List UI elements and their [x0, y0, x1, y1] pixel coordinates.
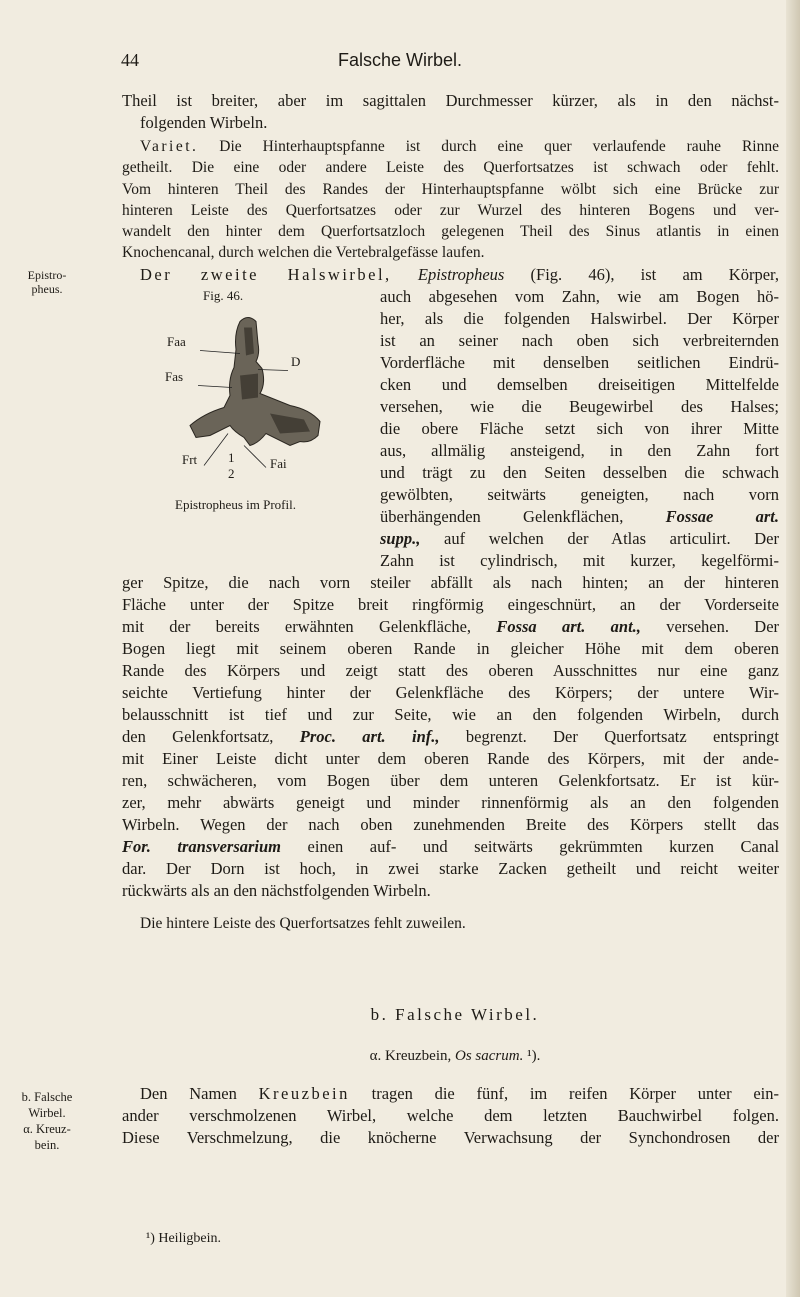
- footnote: ¹) Heiligbein.: [146, 1231, 221, 1246]
- text-line: Diese Verschmelzung, die knöcherne Verwachsung der Synchondrosen der: [122, 1128, 779, 1147]
- text-line: Fläche unter der Spitze breit ringförmig eingeschnürt, an der Vorderseite: [122, 595, 779, 614]
- text-line: auch abgesehen vom Zahn, wie am Bogen hö-: [380, 287, 779, 306]
- figure-title: Fig. 46.: [203, 288, 244, 303]
- text-line: ger Spitze, die nach vorn steiler abfällt als nach hinten; an der hinteren: [122, 573, 779, 592]
- running-title: Falsche Wirbel.: [337, 50, 463, 70]
- text-line: Theil ist breiter, aber im sagittalen Durchmesser kürzer, als in den nächst-: [122, 91, 779, 110]
- term-epistropheus: Epistropheus: [417, 265, 505, 284]
- text-line: Vorderfläche mit denselben seitlichen Eindrü-: [380, 353, 779, 372]
- term-fossa-art-ant: Fossa art. ant.,: [496, 617, 641, 636]
- figure-label-faa: Faa: [167, 334, 186, 349]
- text-line: Wirbeln. Wegen der nach oben zunehmenden Breite des Körpers stellt das: [122, 815, 779, 834]
- term-kreuzbein: Kreuzbein: [258, 1084, 350, 1103]
- text-line: folgenden Wirbeln.: [140, 113, 268, 132]
- text-line: rückwärts als an den nächstfolgenden Wirbeln.: [122, 881, 431, 900]
- text-line: zer, mehr abwärts geneigt und minder rinnenförmig als an den folgenden: [122, 793, 779, 812]
- text-line: Rande des Körpers und zeigt statt des oberen Ausschnittes nur eine ganz: [122, 661, 779, 680]
- variation-note: Die hintere Leiste des Querfortsatzes fehlt zuweilen.: [140, 915, 466, 932]
- figure-label-d: D: [291, 354, 301, 369]
- text-line: die obere Fläche setzt sich von ihrer Mitte: [380, 419, 779, 438]
- text-line: ist an seiner nach oben sich verbreiternden: [380, 331, 779, 350]
- text-line: ren, schwächeren, vom Bogen über dem unteren Gelenkfortsatz. Er ist kür-: [122, 771, 779, 790]
- text-line: getheilt. Die eine oder andere Leiste des Querfortsatzes ist schwach oder fehlt.: [122, 159, 779, 177]
- figure-caption: Epistropheus im Profil.: [175, 497, 296, 512]
- figure-label-fai: Fai: [270, 456, 287, 471]
- section-subtitle: α. Kreuzbein, Os sacrum. ¹).: [369, 1048, 541, 1064]
- epistropheus-wrapped: [380, 286, 779, 572]
- epistropheus-first-line: Der zweite Halswirbel, Epistropheus (Fig. 46), ist am Körper,: [140, 265, 779, 284]
- text-line: cken und demselben dreiseitigen Mittelfelde: [380, 375, 779, 394]
- text-line: mit der bereits erwähnten Gelenkfläche, Fossa art. ant., versehen. Der: [122, 617, 780, 636]
- margin-note-epistropheus: Epistro- pheus.: [27, 268, 67, 296]
- term-supp: supp.,: [380, 529, 421, 548]
- text-line: den Gelenkfortsatz, Proc. art. inf., begrenzt. Der Querfortsatz entspringt: [122, 727, 779, 746]
- text-line: und trägt zu den Seiten desselben die schwach: [380, 463, 779, 482]
- text-line: seichte Vertiefung hinter der Gelenkfläche des Körpers; der untere Wir-: [122, 683, 779, 702]
- figure-label-2: 2: [228, 466, 235, 481]
- text-line: supp., auf welchen der Atlas articulirt. Der: [380, 529, 779, 548]
- variet-paragraph: [122, 136, 779, 264]
- page-number: 44: [121, 50, 139, 70]
- text-line: Vom hinteren Theil des Randes der Hinterhauptspfanne wölbt sich eine Brücke zur: [122, 180, 779, 198]
- text-line: her, als die folgenden Halswirbel. Der Körper: [380, 309, 779, 328]
- text-line: Zahn ist cylindrisch, mit kurzer, kegelförmi-: [380, 551, 779, 570]
- term-for-transversarium: For. transversarium: [122, 837, 282, 856]
- page-edge: [786, 0, 800, 1297]
- figure-label-frt: Frt: [182, 452, 198, 467]
- page-header: [0, 50, 800, 74]
- variet-lead: Variet.: [140, 138, 199, 155]
- epistropheus-continuation: [122, 572, 779, 902]
- text-line: gewölbten, seitwärts geneigten, nach vorn: [380, 485, 779, 504]
- text-line: versehen, wie die Beugewirbel des Halses;: [380, 397, 779, 416]
- text-line: Knochencanal, durch welchen die Vertebralgefässe laufen.: [122, 244, 485, 262]
- text-line: hinteren Leiste des Querfortsatzes oder zur Wurzel des hinteren Bogens und ver-: [122, 201, 779, 219]
- term-fossae-art: Fossae art.: [665, 507, 779, 526]
- kreuzbein-paragraph: [122, 1083, 779, 1149]
- text-line: Variet. Die Hinterhauptspfanne ist durch eine quer verlaufende rauhe Rinne: [140, 138, 779, 155]
- text-line: mit Einer Leiste dicht unter dem oberen Rande des Körpers, mit der ande-: [122, 749, 779, 768]
- epistropheus-figure: [170, 306, 330, 476]
- term-proc-art-inf: Proc. art. inf.,: [299, 727, 440, 746]
- text-line: For. transversarium einen auf- und seitwärts gekrümmten kurzen Canal: [122, 837, 780, 856]
- text-line: belausschnitt ist tief und zur Seite, wie an den folgenden Wirbeln, durch: [122, 705, 779, 724]
- text-line: Den Namen Kreuzbein tragen die fünf, im reifen Körper unter ein-: [140, 1084, 780, 1103]
- top-paragraph: [122, 90, 779, 134]
- figure-label-1: 1: [228, 450, 235, 465]
- text-line: überhängenden Gelenkflächen, Fossae art.: [380, 507, 779, 526]
- margin-note-kreuzbein: b. Falsche Wirbel. α. Kreuz- bein.: [21, 1090, 73, 1152]
- text-line: aus, allmälig ansteigend, in den Zahn fort: [380, 441, 779, 460]
- text-line: Bogen liegt mit seinem oberen Rande in gleicher Höhe mit dem oberen: [122, 639, 779, 658]
- text-line: wandelt den hinter dem Querfortsatzloch gelegenen Theil des Sinus atlantis in einen: [122, 223, 779, 241]
- text-line: dar. Der Dorn ist hoch, in zwei starke Zacken getheilt und reicht weiter: [122, 859, 779, 878]
- figure-label-fas: Fas: [165, 369, 184, 384]
- section-title: b. Falsche Wirbel.: [370, 1005, 540, 1024]
- text-line: ander verschmolzenen Wirbel, welche dem letzten Bauchwirbel folgen.: [122, 1106, 779, 1125]
